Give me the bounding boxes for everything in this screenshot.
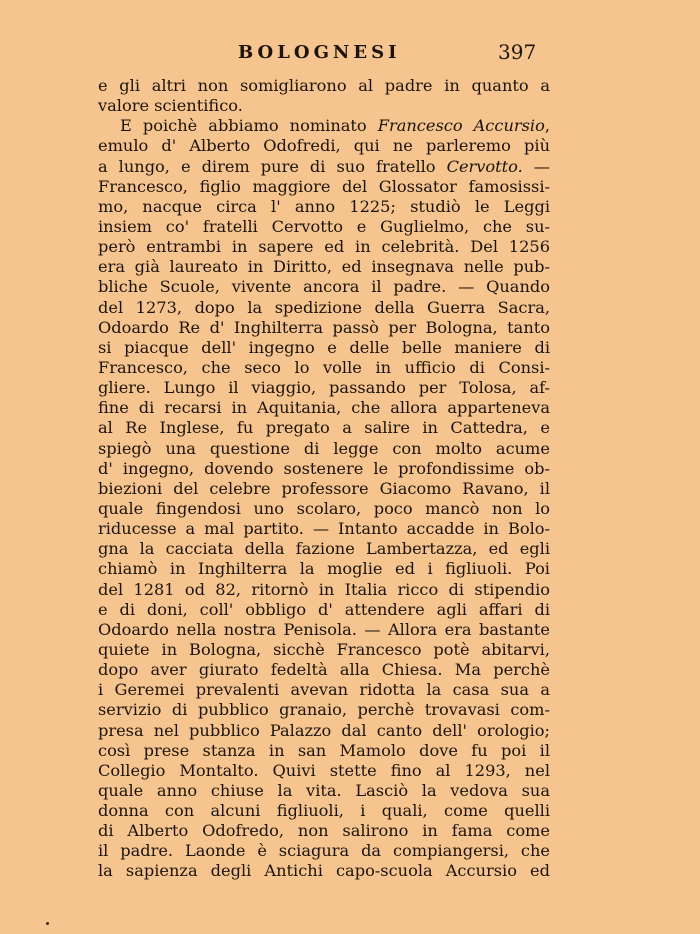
text-line: chiamò in Inghilterra la moglie ed i figliuoli. Poi: [98, 559, 550, 579]
text-segment: ,: [544, 116, 550, 136]
text-line: fine di recarsi in Aquitania, che allora apparteneva: [98, 398, 550, 418]
text-line: spiegò una questione di legge con molto acume: [98, 438, 550, 458]
text-line: di Alberto Odofredo, non salirono in fama come: [98, 821, 550, 841]
text-line: quale anno chiuse la vita. Lasciò la vedova sua: [98, 780, 550, 800]
text-line: [98, 116, 550, 136]
text-line: biezioni del celebre professore Giacomo Ravano, il: [98, 478, 550, 498]
text-line: era già laureato in Diritto, ed insegnava nelle pub-: [98, 257, 550, 277]
text-line: il padre. Laonde è sciagura da compiangersi, che: [98, 841, 550, 861]
text-line: Collegio Montalto. Quivi stette fino al 1293, nel: [98, 760, 550, 780]
text-line: Odoardo Re d' Inghilterra passò per Bologna, tanto: [98, 317, 550, 337]
text-line: Odoardo nella nostra Penisola. — Allora era bastante: [98, 619, 550, 639]
text-segment: E poichè abbiamo nominato: [120, 116, 378, 136]
running-title: BOLOGNESI: [238, 42, 401, 63]
text-line: del 1273, dopo la spedizione della Guerra Sacra,: [98, 297, 550, 317]
italic-name: Francesco Accursio: [377, 116, 545, 136]
text-line: la sapienza degli Antichi capo-scuola Accursio ed: [98, 861, 550, 881]
text-line: dopo aver giurato fedeltà alla Chiesa. Ma perchè: [98, 660, 550, 680]
text-line: però entrambi in sapere ed in celebrità. Del 1256: [98, 237, 550, 257]
text-line: [98, 157, 550, 177]
text-line: gliere. Lungo il viaggio, passando per Tolosa, af-: [98, 378, 550, 398]
text-segment: a lungo, e direm pure di suo fratello: [98, 156, 447, 176]
text-line: d' ingegno, dovendo sostenere le profondissime ob-: [98, 458, 550, 478]
text-line: presa nel pubblico Palazzo dal canto dell' orologio;: [98, 720, 550, 740]
text-line: Francesco, che seco lo volle in ufficio di Consi-: [98, 357, 550, 377]
text-line: così prese stanza in san Mamolo dove fu poi il: [98, 740, 550, 760]
text-line: emulo d' Alberto Odofredi, qui ne parleremo più: [98, 136, 550, 156]
text-line: riducesse a mal partito. — Intanto accadde in Bolo-: [98, 519, 550, 539]
text-line: e di doni, coll' obbligo d' attendere agli affari di: [98, 599, 550, 619]
text-line: mo, nacque circa l' anno 1225; studiò le Leggi: [98, 196, 550, 216]
text-line: donna con alcuni figliuoli, i quali, come quelli: [98, 801, 550, 821]
text-line: bliche Scuole, vivente ancora il padre. — Quando: [98, 277, 550, 297]
text-line: del 1281 od 82, ritornò in Italia ricco di stipendio: [98, 579, 550, 599]
page-number: 397: [498, 40, 537, 64]
text-line: valore scientifico.: [98, 96, 243, 116]
body-text: [98, 76, 550, 882]
text-line: i Geremei prevalenti avevan ridotta la casa sua a: [98, 680, 550, 700]
text-line: servizio di pubblico granaio, perchè trovavasi com-: [98, 700, 550, 720]
text-line: quiete in Bologna, sicchè Francesco potè abitarvi,: [98, 639, 550, 659]
text-line: si piacque dell' ingegno e delle belle maniere di: [98, 337, 550, 357]
text-segment: —: [522, 156, 550, 176]
text-line: e gli altri non somigliarono al padre in quanto a: [98, 76, 550, 95]
text-line: Francesco, figlio maggiore del Glossator famosissi-: [98, 176, 550, 196]
italic-name: Cervotto.: [446, 156, 523, 176]
ink-speck: [46, 922, 49, 925]
text-line: quale fingendosi uno scolaro, poco mancò non lo: [98, 498, 550, 518]
text-line: gna la cacciata della fazione Lambertazza, ed egli: [98, 539, 550, 559]
page-header: [0, 38, 700, 68]
text-line: insiem co' fratelli Cervotto e Guglielmo, che su-: [98, 216, 550, 236]
text-line: al Re Inglese, fu pregato a salire in Cattedra, e: [98, 418, 550, 438]
